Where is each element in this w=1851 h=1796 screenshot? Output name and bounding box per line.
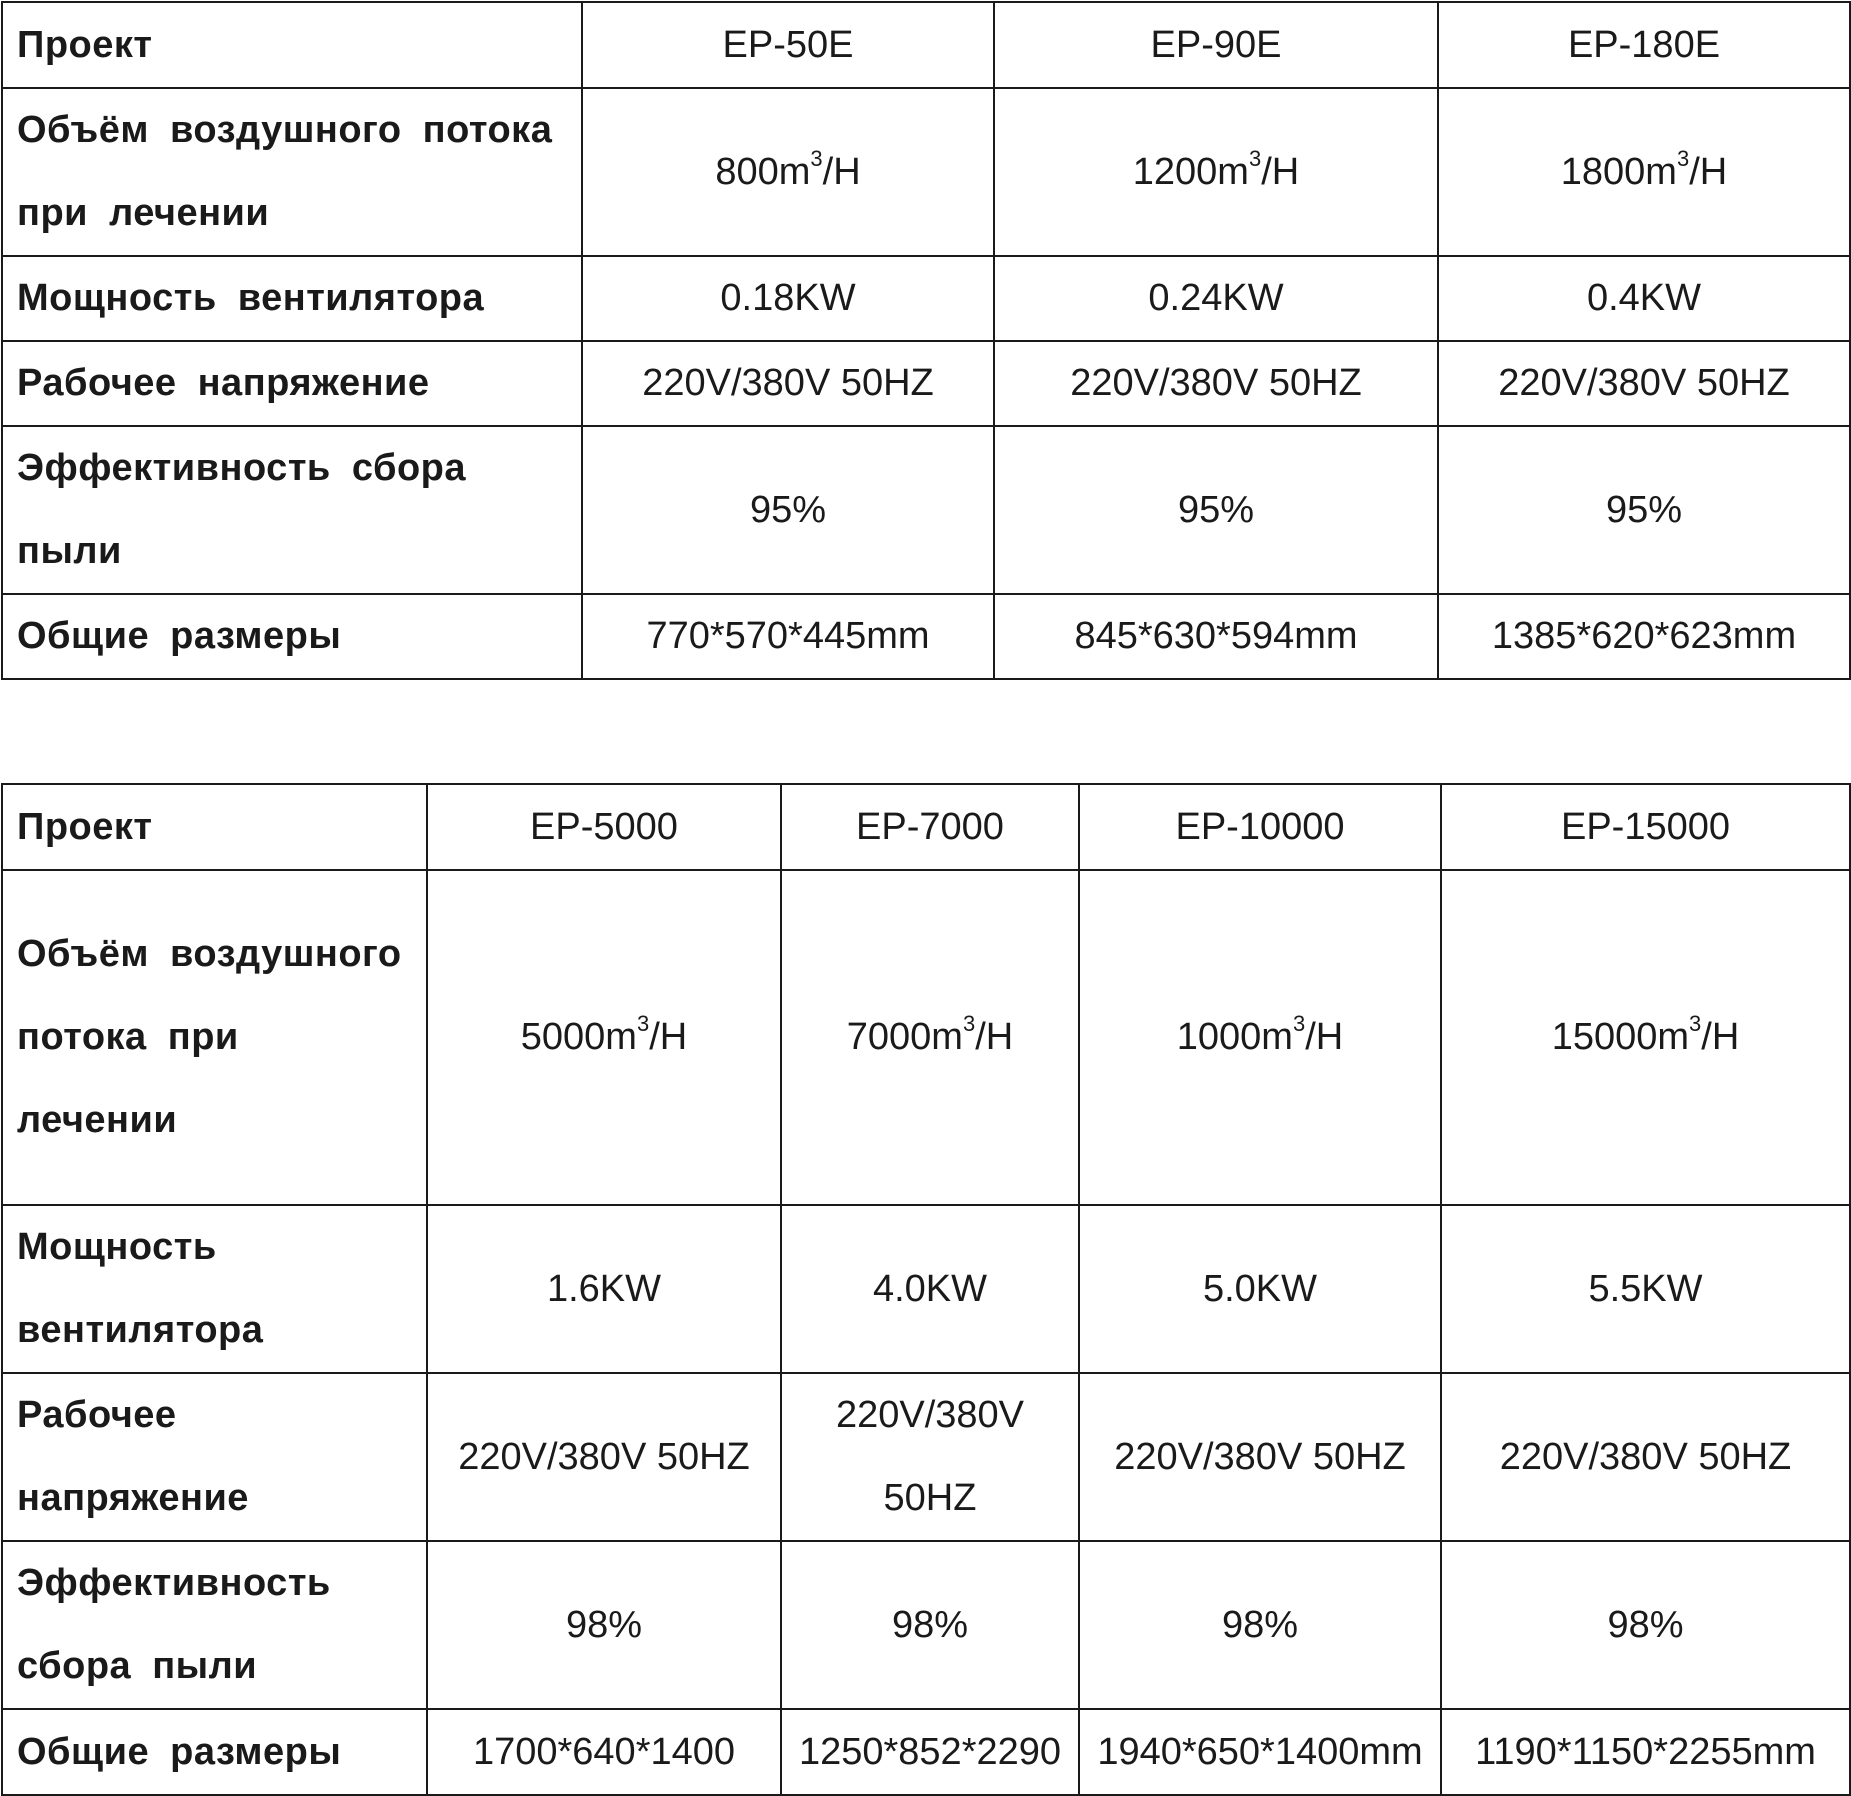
table-row-airflow [2,88,1850,256]
spec-table-ep-series [1,783,1851,1796]
header-label-cell: Проект [2,2,582,88]
airflow-unit: /H [1261,150,1300,193]
table-row-efficiency [2,426,1850,594]
fan-power-cell: 0.18KW [582,256,994,341]
row-label-dimensions: Общие размеры [2,1709,427,1795]
cubic-superscript: 3 [962,1011,976,1037]
model-cell: EP-15000 [1441,784,1850,870]
efficiency-cell: 98% [1441,1541,1850,1709]
voltage-cell: 220V/380V 50HZ [1441,1373,1850,1541]
airflow-value: 1200m [1132,150,1249,193]
row-label-airflow: Объём воздушного потока при лечении [2,88,582,256]
airflow-unit: /H [649,1016,688,1058]
table-row-header [2,2,1850,88]
table-row-efficiency [2,1541,1850,1709]
airflow-value: 15000m [1551,1016,1690,1058]
fan-power-cell: 5.5KW [1441,1205,1850,1373]
table-row-airflow [2,870,1850,1205]
model-cell: EP-180E [1438,2,1850,88]
table-row-header [2,784,1850,870]
row-label-airflow: Объём воздушного потока при лечении [2,870,427,1205]
table-row-fan-power [2,256,1850,341]
dimensions-cell: 770*570*445mm [582,594,994,679]
airflow-value-cell [582,88,994,256]
voltage-cell: 220V/380V 50HZ [781,1373,1079,1541]
row-label-fan-power: Мощность вентилятора [2,1205,427,1373]
efficiency-cell: 98% [781,1541,1079,1709]
fan-power-cell: 5.0KW [1079,1205,1441,1373]
airflow-value-cell [1438,88,1850,256]
airflow-value: 800m [715,150,811,193]
row-label-fan-power: Мощность вентилятора [2,256,582,341]
dimensions-cell: 845*630*594mm [994,594,1438,679]
model-cell: EP-90E [994,2,1438,88]
airflow-value-cell [994,88,1438,256]
dimensions-cell: 1250*852*2290 [781,1709,1079,1795]
efficiency-cell: 95% [1438,426,1850,594]
airflow-value-cell [1079,870,1441,1205]
airflow-unit: /H [1701,1016,1740,1058]
dimensions-cell: 1940*650*1400mm [1079,1709,1441,1795]
voltage-cell: 220V/380V 50HZ [1079,1373,1441,1541]
voltage-cell: 220V/380V 50HZ [427,1373,781,1541]
table-row-dimensions [2,1709,1850,1795]
airflow-unit: /H [822,150,861,193]
header-label-cell: Проект [2,784,427,870]
model-cell: EP-5000 [427,784,781,870]
table-row-dimensions [2,594,1850,679]
dimensions-cell: 1190*1150*2255mm [1441,1709,1850,1795]
airflow-value-cell [427,870,781,1205]
row-label-voltage: Рабочее напряжение [2,341,582,426]
model-cell: EP-50E [582,2,994,88]
airflow-value: 7000m [846,1016,963,1058]
cubic-superscript: 3 [1676,145,1690,171]
row-label-voltage: Рабочее напряжение [2,1373,427,1541]
cubic-superscript: 3 [1689,1011,1702,1037]
spec-table-ep-e-series [1,1,1851,680]
dimensions-cell: 1700*640*1400 [427,1709,781,1795]
fan-power-cell: 1.6KW [427,1205,781,1373]
voltage-cell: 220V/380V 50HZ [994,341,1438,426]
airflow-unit: /H [1305,1016,1344,1058]
efficiency-cell: 95% [994,426,1438,594]
airflow-unit: /H [975,1016,1014,1058]
table-row-fan-power [2,1205,1850,1373]
fan-power-cell: 0.4KW [1438,256,1850,341]
model-cell: EP-7000 [781,784,1079,870]
row-label-dimensions: Общие размеры [2,594,582,679]
efficiency-cell: 98% [1079,1541,1441,1709]
model-cell: EP-10000 [1079,784,1441,870]
dimensions-cell: 1385*620*623mm [1438,594,1850,679]
row-label-efficiency: Эффективность сбора пыли [2,1541,427,1709]
table-row-voltage [2,1373,1850,1541]
fan-power-cell: 4.0KW [781,1205,1079,1373]
airflow-value-cell [1441,870,1850,1205]
row-label-efficiency: Эффективность сбора пыли [2,426,582,594]
airflow-value: 5000m [520,1016,637,1058]
cubic-superscript: 3 [1248,145,1262,171]
voltage-cell: 220V/380V 50HZ [1438,341,1850,426]
airflow-value: 1000m [1176,1016,1293,1058]
airflow-unit: /H [1689,150,1728,193]
table-row-voltage [2,341,1850,426]
voltage-cell: 220V/380V 50HZ [582,341,994,426]
fan-power-cell: 0.24KW [994,256,1438,341]
airflow-value-cell [781,870,1079,1205]
cubic-superscript: 3 [1292,1011,1306,1037]
efficiency-cell: 98% [427,1541,781,1709]
efficiency-cell: 95% [582,426,994,594]
airflow-value: 1800m [1560,150,1677,193]
cubic-superscript: 3 [636,1011,650,1037]
cubic-superscript: 3 [810,145,823,171]
